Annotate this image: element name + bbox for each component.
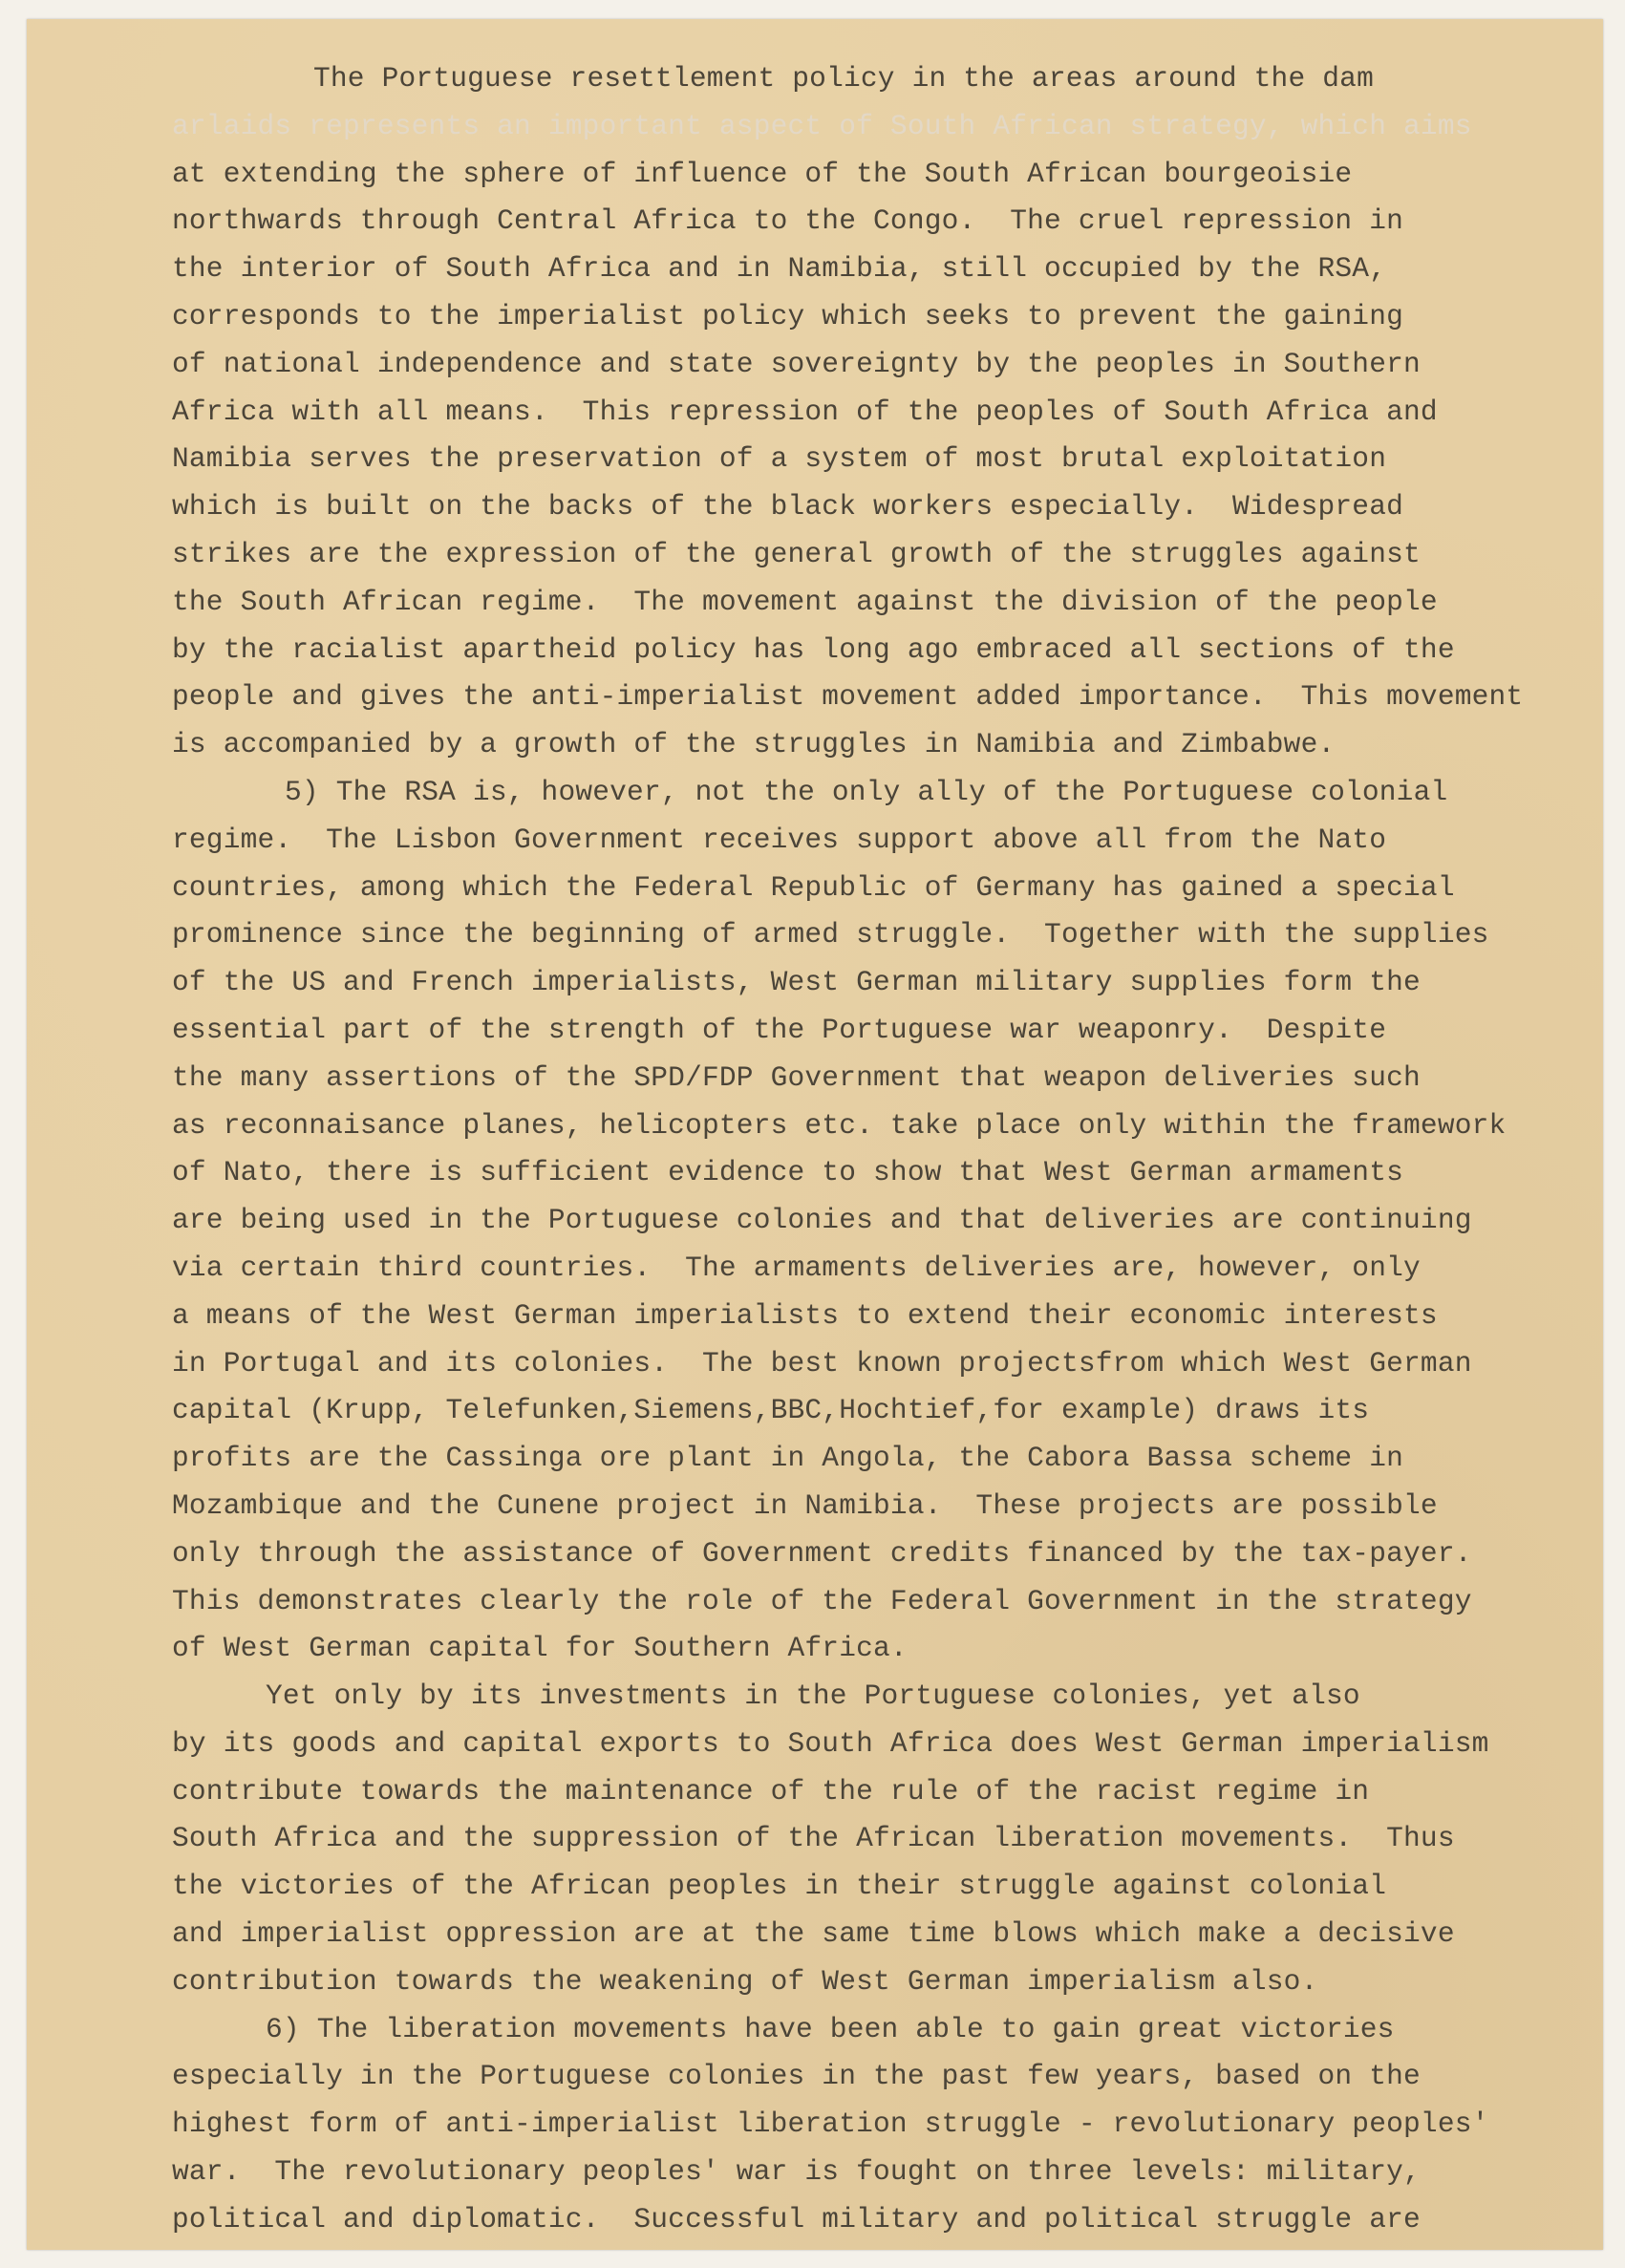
text-line: of Nato, there is sufficient evidence to show that West German armaments xyxy=(172,1156,1404,1189)
text-line: via certain third countries. The armaments deliveries are, however, only xyxy=(172,1251,1421,1284)
text-line: contribution towards the weakening of West German imperialism also. xyxy=(172,1964,1318,1998)
text-line: corresponds to the imperialist policy which seeks to prevent the gaining xyxy=(172,299,1404,332)
text-line: the many assertions of the SPD/FDP Government that weapon deliveries such xyxy=(172,1060,1421,1094)
text-line: political and diplomatic. Successful military and political struggle are xyxy=(172,2202,1421,2236)
text-line: war. The revolutionary peoples' war is fought on three levels: military, xyxy=(172,2155,1421,2189)
text-line: strikes are the expression of the general growth of the struggles against xyxy=(172,537,1421,570)
text-line: especially in the Portuguese colonies in the past few years, based on the xyxy=(172,2060,1421,2093)
text-line: profits are the Cassinga ore plant in Angola, the Cabora Bassa scheme in xyxy=(172,1442,1404,1475)
text-line: capital (Krupp, Telefunken,Siemens,BBC,Hochtief,for example) draws its xyxy=(172,1394,1370,1427)
text-line: of national independence and state sovereignty by the peoples in Southern xyxy=(172,347,1421,380)
text-line: The Portuguese resettlement policy in the areas around the dam xyxy=(313,62,1374,95)
text-line: Africa with all means. This repression of the peoples of South Africa and xyxy=(172,395,1438,428)
text-line: of West German capital for Southern Africa. xyxy=(172,1632,908,1665)
paragraph-start-line: Yet only by its investments in the Portuguese colonies, yet also xyxy=(266,1680,1360,1713)
text-line: countries, among which the Federal Republic of Germany has gained a special xyxy=(172,870,1455,904)
text-line: This demonstrates clearly the role of the Federal Government in the strategy xyxy=(172,1584,1472,1617)
text-line: are being used in the Portuguese colonies and that deliveries are continuing xyxy=(172,1204,1472,1237)
text-line: the South African regime. The movement against the division of the people xyxy=(172,585,1438,618)
text-line: highest form of anti-imperialist liberation struggle - revolutionary peoples' xyxy=(172,2108,1489,2141)
page-text xyxy=(27,55,1603,2244)
typewritten-page xyxy=(27,19,1603,2250)
paragraph-start-line: 6) The liberation movements have been able to gain great victories xyxy=(266,2012,1395,2045)
text-line: by the racialist apartheid policy has long ago embraced all sections of the xyxy=(172,632,1455,666)
text-line: people and gives the anti-imperialist movement added importance. This movement xyxy=(172,680,1524,714)
text-line: which is built on the backs of the black workers especially. Widespread xyxy=(172,490,1404,524)
text-line: regime. The Lisbon Government receives support above all from the Nato xyxy=(172,823,1387,856)
text-line: the victories of the African peoples in their struggle against colonial xyxy=(172,1870,1387,1903)
text-line: as reconnaisance planes, helicopters etc. take place only within the framework xyxy=(172,1108,1507,1142)
text-line: is accompanied by a growth of the struggles in Namibia and Zimbabwe. xyxy=(172,728,1336,761)
text-line: a means of the West German imperialists to extend their economic interests xyxy=(172,1298,1438,1332)
text-line: northwards through Central Africa to the Congo. The cruel repression in xyxy=(172,204,1404,238)
text-line: in Portugal and its colonies. The best known projectsfrom which West German xyxy=(172,1346,1472,1380)
text-line: by its goods and capital exports to South Africa does West German imperialism xyxy=(172,1726,1489,1760)
text-line: essential part of the strength of the Portuguese war weaponry. Despite xyxy=(172,1013,1387,1046)
text-line: the interior of South Africa and in Namibia, still occupied by the RSA, xyxy=(172,252,1387,286)
text-line: Namibia serves the preservation of a system of most brutal exploitation xyxy=(172,442,1387,476)
text-line: Mozambique and the Cunene project in Namibia. These projects are possible xyxy=(172,1488,1438,1522)
text-line: contribute towards the maintenance of the rule of the racist regime in xyxy=(172,1774,1370,1808)
text-line: and imperialist oppression are at the same time blows which make a decisive xyxy=(172,1917,1455,1951)
text-line: of the US and French imperialists, West German military supplies form the xyxy=(172,966,1421,999)
text-line: South Africa and the suppression of the African liberation movements. Thus xyxy=(172,1822,1455,1855)
text-line: prominence since the beginning of armed struggle. Together with the supplies xyxy=(172,918,1489,952)
text-line-faded: arlaids represents an important aspect of South African strategy, which aims xyxy=(172,109,1472,142)
text-line: only through the assistance of Government credits financed by the tax-payer. xyxy=(172,1536,1472,1570)
text-line: at extending the sphere of influence of the South African bourgeoisie xyxy=(172,157,1353,190)
paragraph-start-line: 5) The RSA is, however, not the only ally of the Portuguese colonial xyxy=(285,775,1448,808)
